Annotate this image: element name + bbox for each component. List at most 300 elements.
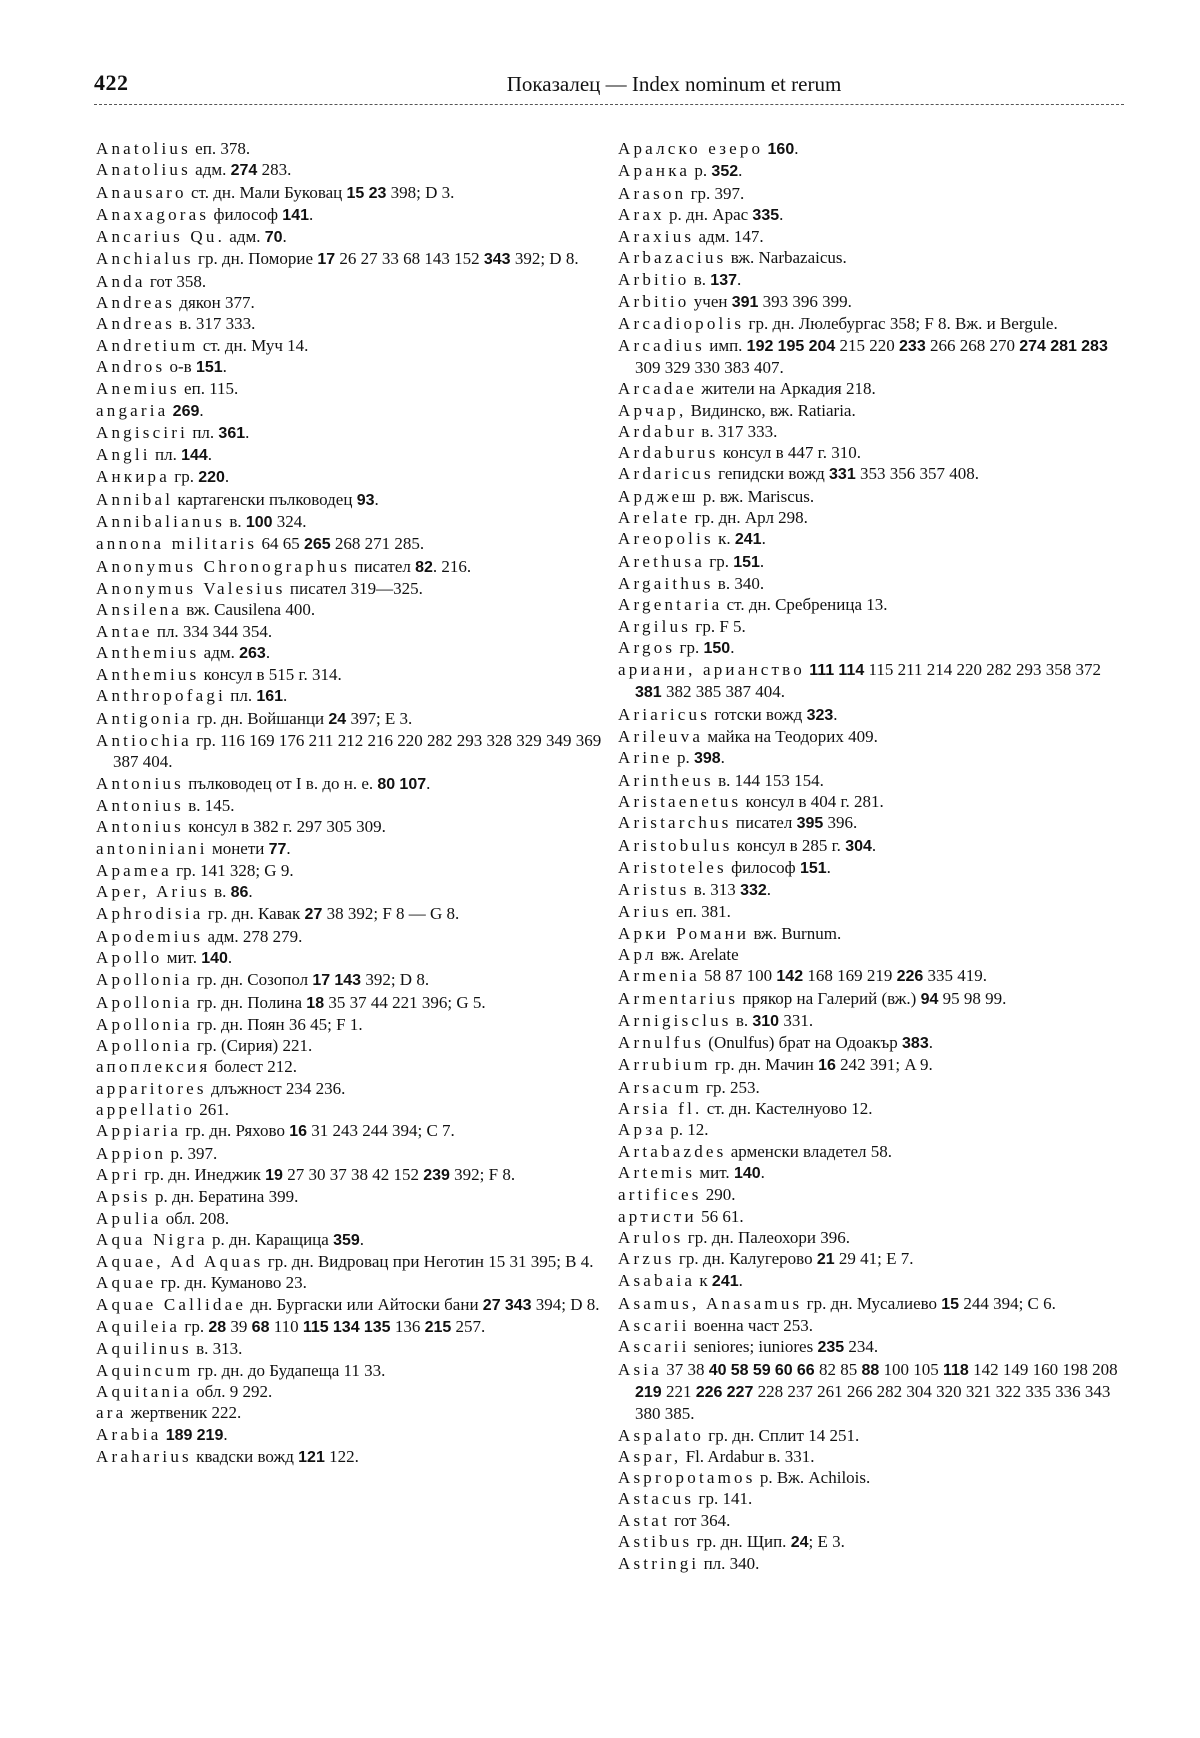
entry-headword: Aspalato [618,1425,705,1445]
index-entry [618,616,1122,637]
entry-headword: Anchialus [96,249,194,269]
entry-references: квадски вожд 121 122. [196,1446,359,1466]
entry-references: гот 358. [149,271,207,291]
index-entry [96,860,608,881]
entry-references: философ 141. [213,204,314,224]
entry-references: консул в 382 г. 297 305 309. [188,817,386,837]
entry-references: дякон 377. [179,293,255,313]
index-entry [96,226,608,248]
entry-references: пълководец от I в. до н. е. 80 107. [188,773,431,793]
index-entry [96,1272,608,1293]
entry-references: гр. дн. Арл 298. [694,508,808,528]
entry-headword: Arintheus [618,770,714,790]
entry-headword: Арки Романи [618,923,750,943]
entry-headword: Annibal [96,489,174,509]
index-entry [96,556,608,578]
entry-headword: Arelate [618,508,691,528]
entry-headword: Anda [96,271,146,291]
index-entry [618,923,1122,944]
entry-references: майка на Теодорих 409. [707,727,878,747]
entry-headword: Asabaia [618,1271,696,1291]
entry-references: мит. 140. [166,947,233,967]
entry-headword: Арчар, [618,400,687,420]
index-entry [96,248,608,270]
index-entry [618,1141,1122,1162]
entry-references: Fl. Ardabur в. 331. [685,1446,815,1466]
index-entry [618,226,1122,247]
index-entry [96,1035,608,1056]
entry-references: гр. дн. Куманово 23. [160,1273,307,1293]
entry-headword: Арджеш [618,486,699,506]
entry-references: 269. [172,400,204,420]
entry-headword: Ancarius Qu. [96,227,226,247]
index-entry [618,1359,1122,1425]
entry-references: обл. 9 292. [196,1381,273,1401]
entry-references: гр. 28 39 68 110 115 134 135 136 215 257. [184,1317,486,1337]
entry-headword: Apollonia [96,992,193,1012]
entry-headword: Asia [618,1359,662,1379]
index-entry [96,533,608,555]
entry-headword: Andros [96,356,166,376]
entry-headword: Aqua Nigra [96,1229,208,1249]
entry-headword: antoniniani [96,838,208,858]
entry-headword: Арл [618,944,657,964]
entry-references: мит. 140. [699,1162,765,1182]
index-entry [96,947,608,969]
index-entry [618,1336,1122,1358]
entry-references: вж. Burnum. [753,923,842,943]
entry-headword: Aquilinus [96,1339,192,1359]
index-entry [96,1014,608,1035]
entry-headword: Arethusa [618,551,705,571]
entry-references: дн. Бургаски или Айтоски бани 27 343 394; D 8. [250,1294,600,1314]
entry-references: р. Вж. Achilois. [759,1468,871,1488]
entry-references: гр. 141. [698,1489,753,1509]
entry-headword: Arbitio [618,292,690,312]
index-entry [618,1032,1122,1054]
entry-headword: Anthemius [96,665,200,685]
entry-references: пл. 161. [230,686,288,706]
entry-references: адм. 70. [229,227,287,247]
entry-references: гр. 151. [709,551,765,571]
index-entry [618,1446,1122,1467]
entry-references: р. дн. Бератина 399. [154,1187,299,1207]
entry-headword: Astibus [618,1532,693,1551]
index-entry [96,1424,608,1446]
entry-references: ст. дн. Кастелнуово 12. [706,1099,873,1119]
entry-headword: Annibalianus [96,512,226,532]
index-entry [618,573,1122,594]
index-entry [618,791,1122,812]
entry-references: пл. 340. [703,1554,760,1574]
entry-headword: Apri [96,1164,140,1184]
entry-headword: Arbazacius [618,248,727,268]
index-entry [618,1077,1122,1098]
entry-references: адм. 278 279. [207,926,303,946]
index-entry [96,444,608,466]
entry-headword: Anonymus Valesius [96,578,286,598]
index-entry [618,1054,1122,1076]
index-entry [618,1270,1122,1292]
index-entry [96,773,608,795]
index-entry [618,421,1122,442]
index-entry [96,642,608,664]
index-entry [618,835,1122,857]
entry-headword: Arason [618,183,687,203]
index-entry [96,1056,608,1077]
index-entry [618,726,1122,747]
entry-references: в. 310 331. [735,1010,814,1030]
entry-references: 37 38 40 58 59 60 66 82 85 88 100 105 118 142 149 160 198 208 219 221 226 227 228 237 261 266 282 304 320 321 322 335 336 343 380 385. [635,1359,1118,1424]
entry-references: 58 87 100 142 168 169 219 226 335 419. [704,966,988,986]
entry-references: р. 352. [694,161,743,181]
entry-headword: Argos [618,637,676,657]
index-entry [618,704,1122,726]
page-header [94,70,1124,104]
entry-references: 160. [767,139,799,158]
index-entry [96,378,608,399]
entry-headword: Ariaricus [618,704,711,724]
entry-references: готски вожд 323. [714,704,838,724]
entry-references: гр. дн. Люлебургас 358; F 8. Вж. и Bergule. [748,314,1058,334]
entry-references: ст. дн. Муч 14. [202,335,309,355]
entry-references: в. 317 333. [701,421,778,441]
index-entry [618,1293,1122,1315]
entry-references: гр. дн. Мачин 16 242 391; A 9. [714,1055,933,1075]
index-entry [96,1251,608,1272]
entry-references: вж. Narbazaicus. [730,248,847,268]
entry-headword: Apollo [96,947,163,967]
entry-references: гепидски вожд 331 353 356 357 408. [718,464,979,484]
index-entry [96,1208,608,1229]
entry-references: в. 313 332. [693,880,772,900]
entry-references: гр. (Сирия) 221. [197,1036,313,1056]
entry-headword: Andreas [96,314,176,334]
index-entry [618,335,1122,379]
index-entry [618,551,1122,573]
entry-references: в. 340. [717,573,765,593]
index-entry [618,507,1122,528]
index-entry [96,795,608,816]
entry-references: философ 151. [731,857,831,877]
index-entry [96,969,608,991]
index-entry [618,247,1122,268]
entry-headword: Arcadiopolis [618,314,745,334]
entry-headword: Aquincum [96,1360,194,1380]
entry-references: р. 398. [676,748,725,768]
entry-references: еп. 115. [184,379,239,399]
entry-references: вж. Causilena 400. [186,600,316,620]
entry-headword: Andreas [96,293,176,313]
index-entry [618,204,1122,226]
index-entry [618,594,1122,615]
index-entry [96,1446,608,1468]
index-entry [618,1206,1122,1227]
entry-headword: Antonius [96,773,184,793]
entry-references: адм. 263. [203,642,271,662]
index-entry [96,1381,608,1402]
index-entry [618,1510,1122,1531]
entry-headword: Apodemius [96,926,204,946]
entry-references: картагенски пълководец 93. [177,489,379,509]
entry-references: гр. 397. [690,183,745,203]
entry-headword: Aquae, Ad Aquas [96,1252,264,1272]
entry-references: 261. [199,1100,230,1120]
index-entry [618,138,1122,160]
entry-references: в. 313. [196,1339,243,1359]
entry-headword: Angisciri [96,422,189,442]
entry-references: Видинско, вж. Ratiaria. [690,400,856,420]
index-entry [96,1316,608,1338]
index-entry [96,1402,608,1423]
index-entry [96,356,608,378]
entry-references: длъжност 234 236. [210,1078,346,1098]
entry-references: гр. дн. Мусалиево 15 244 394; C 6. [806,1293,1056,1313]
index-entry [618,857,1122,879]
entry-references: прякор на Галерий (вж.) 94 95 98 99. [742,988,1007,1008]
entry-headword: Aquae [96,1273,157,1293]
entry-references: 56 61. [701,1206,744,1226]
entry-references: в. 144 153 154. [718,770,824,790]
header-rule [94,104,1124,105]
index-entry [96,1338,608,1359]
entry-references: гр. 253. [706,1077,760,1097]
entry-headword: Aquae Callidae [96,1294,247,1314]
entry-references: в. 137. [693,269,742,289]
entry-headword: Apollonia [96,1036,193,1056]
index-entry [618,183,1122,204]
entry-headword: Анкира [96,467,170,487]
entry-headword: Anaxagoras [96,204,210,224]
entry-references: гр. 150. [679,637,735,657]
index-entry [618,770,1122,791]
index-entry [96,138,608,159]
entry-headword: Arnigisclus [618,1010,732,1030]
index-entry [96,313,608,334]
entry-headword: Araxius [618,227,695,247]
entry-references: гр. дн. Сплит 14 251. [708,1425,860,1445]
entry-references: адм. 147. [698,227,764,247]
entry-headword: Aristus [618,880,690,900]
entry-headword: Ansilena [96,600,183,620]
entry-references: еп. 378. [195,139,251,158]
entry-references: к 241. [699,1271,743,1291]
index-column-right [618,138,1122,1575]
entry-references: 189 219. [165,1424,228,1444]
index-entry [618,160,1122,182]
entry-headword: Arnulfus [618,1033,705,1053]
entry-headword: Arcadius [618,335,705,355]
entry-headword: Aristobulus [618,835,733,855]
entry-headword: Ascarii [618,1337,690,1357]
entry-headword: Appiaria [96,1121,182,1141]
entry-headword: Arius [618,902,672,922]
index-entry [96,466,608,488]
index-entry [618,269,1122,291]
index-entry [618,1010,1122,1032]
entry-headword: Ardabur [618,421,698,441]
entry-headword: Aquileia [96,1317,181,1337]
entry-references: адм. 274 283. [195,160,292,180]
index-entry [96,664,608,685]
index-entry [618,1227,1122,1248]
index-entry [96,182,608,204]
index-entry [96,838,608,860]
entry-references: пл. 361. [192,422,250,442]
index-entry [96,816,608,837]
entry-headword: Areopolis [618,529,714,549]
entry-references: seniores; iuniores 235 234. [693,1337,879,1357]
entry-references: учен 391 393 396 399. [693,292,852,312]
entry-references: гр. F 5. [695,616,746,636]
entry-headword: Armentarius [618,988,739,1008]
entry-headword: Appion [96,1143,167,1163]
index-entry [96,730,608,773]
entry-references: ст. дн. Сребреница 13. [726,595,888,615]
entry-headword: Арза [618,1120,667,1140]
entry-headword: Antonius [96,817,184,837]
entry-headword: Antonius [96,795,184,815]
entry-references: жители на Аркадия 218. [701,379,876,399]
entry-references: гр. дн. Инеджик 19 27 30 37 38 42 152 239 392; F 8. [144,1164,516,1184]
entry-headword: ara [96,1403,127,1423]
index-entry [96,1294,608,1316]
entry-references: имп. 192 195 204 215 220 233 266 268 270 274 281 283 309 329 330 383 407. [635,335,1108,377]
index-entry [96,1229,608,1251]
index-entry [618,1248,1122,1270]
index-entry [96,489,608,511]
entry-references: арменски владетел 58. [730,1141,893,1161]
index-entry [618,901,1122,922]
entry-references: гр. дн. Ряхово 16 31 243 244 394; C 7. [185,1121,455,1141]
entry-headword: Argaithus [618,573,714,593]
entry-headword: артисти [618,1206,697,1226]
entry-headword: Astat [618,1510,670,1530]
entry-references: в. 145. [188,795,235,815]
entry-headword: Aspar, [618,1446,682,1466]
entry-references: гр. дн. Поян 36 45; F 1. [197,1014,363,1034]
index-entry [96,926,608,947]
index-entry [96,578,608,599]
running-title: Показалец — Index nominum et rerum [506,72,842,96]
index-entry [96,422,608,444]
entry-headword: angaria [96,400,169,420]
index-entry [96,1099,608,1120]
entry-references: гр. 141 328; G 9. [176,860,294,880]
entry-references: гр. дн. Поморие 17 26 27 33 68 143 152 343 392; D 8. [197,249,579,269]
entry-headword: Arine [618,748,673,768]
index-entry [618,313,1122,334]
entry-headword: Aquitania [96,1381,192,1401]
entry-headword: Araharius [96,1446,192,1466]
index-entry [96,881,608,903]
entry-headword: Artemis [618,1162,696,1182]
entry-references: р. дн. Каращица 359. [212,1229,365,1249]
entry-references: гр. 116 169 176 211 212 216 220 282 293 328 329 349 369 387 404. [113,731,602,772]
entry-headword: Angli [96,445,151,465]
index-entry [96,204,608,226]
index-entry [618,1531,1122,1553]
entry-headword: Antiochia [96,731,192,751]
entry-headword: Arileuva [618,727,704,747]
entry-references: 290. [705,1185,736,1205]
entry-references: обл. 208. [165,1208,230,1228]
entry-references: гр. дн. Войшанци 24 397; Е 3. [197,708,413,728]
entry-references: писател 82. 216. [354,556,472,576]
entry-references: военна част 253. [693,1316,813,1336]
entry-references: еп. 381. [676,902,731,922]
index-entry [618,659,1122,704]
entry-headword: Anthropofagi [96,686,226,706]
entry-references: гот 364. [674,1510,731,1530]
entry-headword: Aper, Arius [96,882,210,902]
index-entry [618,1488,1122,1509]
entry-headword: Arcadae [618,379,698,399]
entry-references: к. 241. [718,529,766,549]
index-entry [96,271,608,292]
entry-references: консул в 447 г. 310. [722,443,861,463]
entry-references: пл. 334 344 354. [156,621,273,641]
entry-references: жертвеник 222. [130,1403,242,1423]
entry-references: гр. дн. Видровац при Неготин 15 31 395; B 4. [267,1252,594,1272]
entry-references: монети 77. [211,838,291,858]
entry-headword: Anatolius [96,160,191,180]
entry-references: писател 395 396. [735,813,858,833]
entry-headword: Artabazdes [618,1141,727,1161]
index-entry [618,944,1122,965]
entry-headword: Astacus [618,1489,695,1509]
entry-headword: Аранка [618,161,691,181]
entry-headword: Аралско езеро [618,139,764,158]
index-entry [96,1078,608,1099]
entry-headword: Argilus [618,616,692,636]
index-entry [618,442,1122,463]
entry-references: болест 212. [214,1057,297,1077]
index-entry [96,400,608,422]
index-entry [96,599,608,620]
entry-headword: Arax [618,204,665,224]
entry-headword: Asamus, Anasamus [618,1293,803,1313]
entry-headword: Apulia [96,1208,162,1228]
index-entry [618,528,1122,550]
entry-references: гр. дн. Щип. 24; E 3. [696,1532,845,1551]
entry-references: консул в 404 г. 281. [745,791,884,811]
entry-headword: Aphrodisia [96,904,204,924]
index-column-left [96,138,608,1468]
index-entry [618,1315,1122,1336]
entry-references: р. 12. [670,1120,709,1140]
index-entry [96,1120,608,1142]
index-entry [618,291,1122,313]
index-entry [618,879,1122,901]
entry-references: гр. 220. [174,467,230,487]
entry-references: гр. дн. Полина 18 35 37 44 221 396; G 5. [197,992,486,1012]
entry-headword: Arulos [618,1227,684,1247]
entry-headword: Astringi [618,1554,700,1574]
index-entry [618,463,1122,485]
entry-headword: Anatolius [96,139,191,158]
index-entry [618,1184,1122,1205]
entry-headword: apparitores [96,1078,207,1098]
index-entry [618,400,1122,421]
entry-headword: Arsacum [618,1077,702,1097]
entry-references: о-в 151. [169,356,227,376]
entry-headword: Antae [96,621,153,641]
index-entry [96,159,608,181]
entry-headword: Armenia [618,966,700,986]
index-entry [96,903,608,925]
index-entry [618,1467,1122,1488]
